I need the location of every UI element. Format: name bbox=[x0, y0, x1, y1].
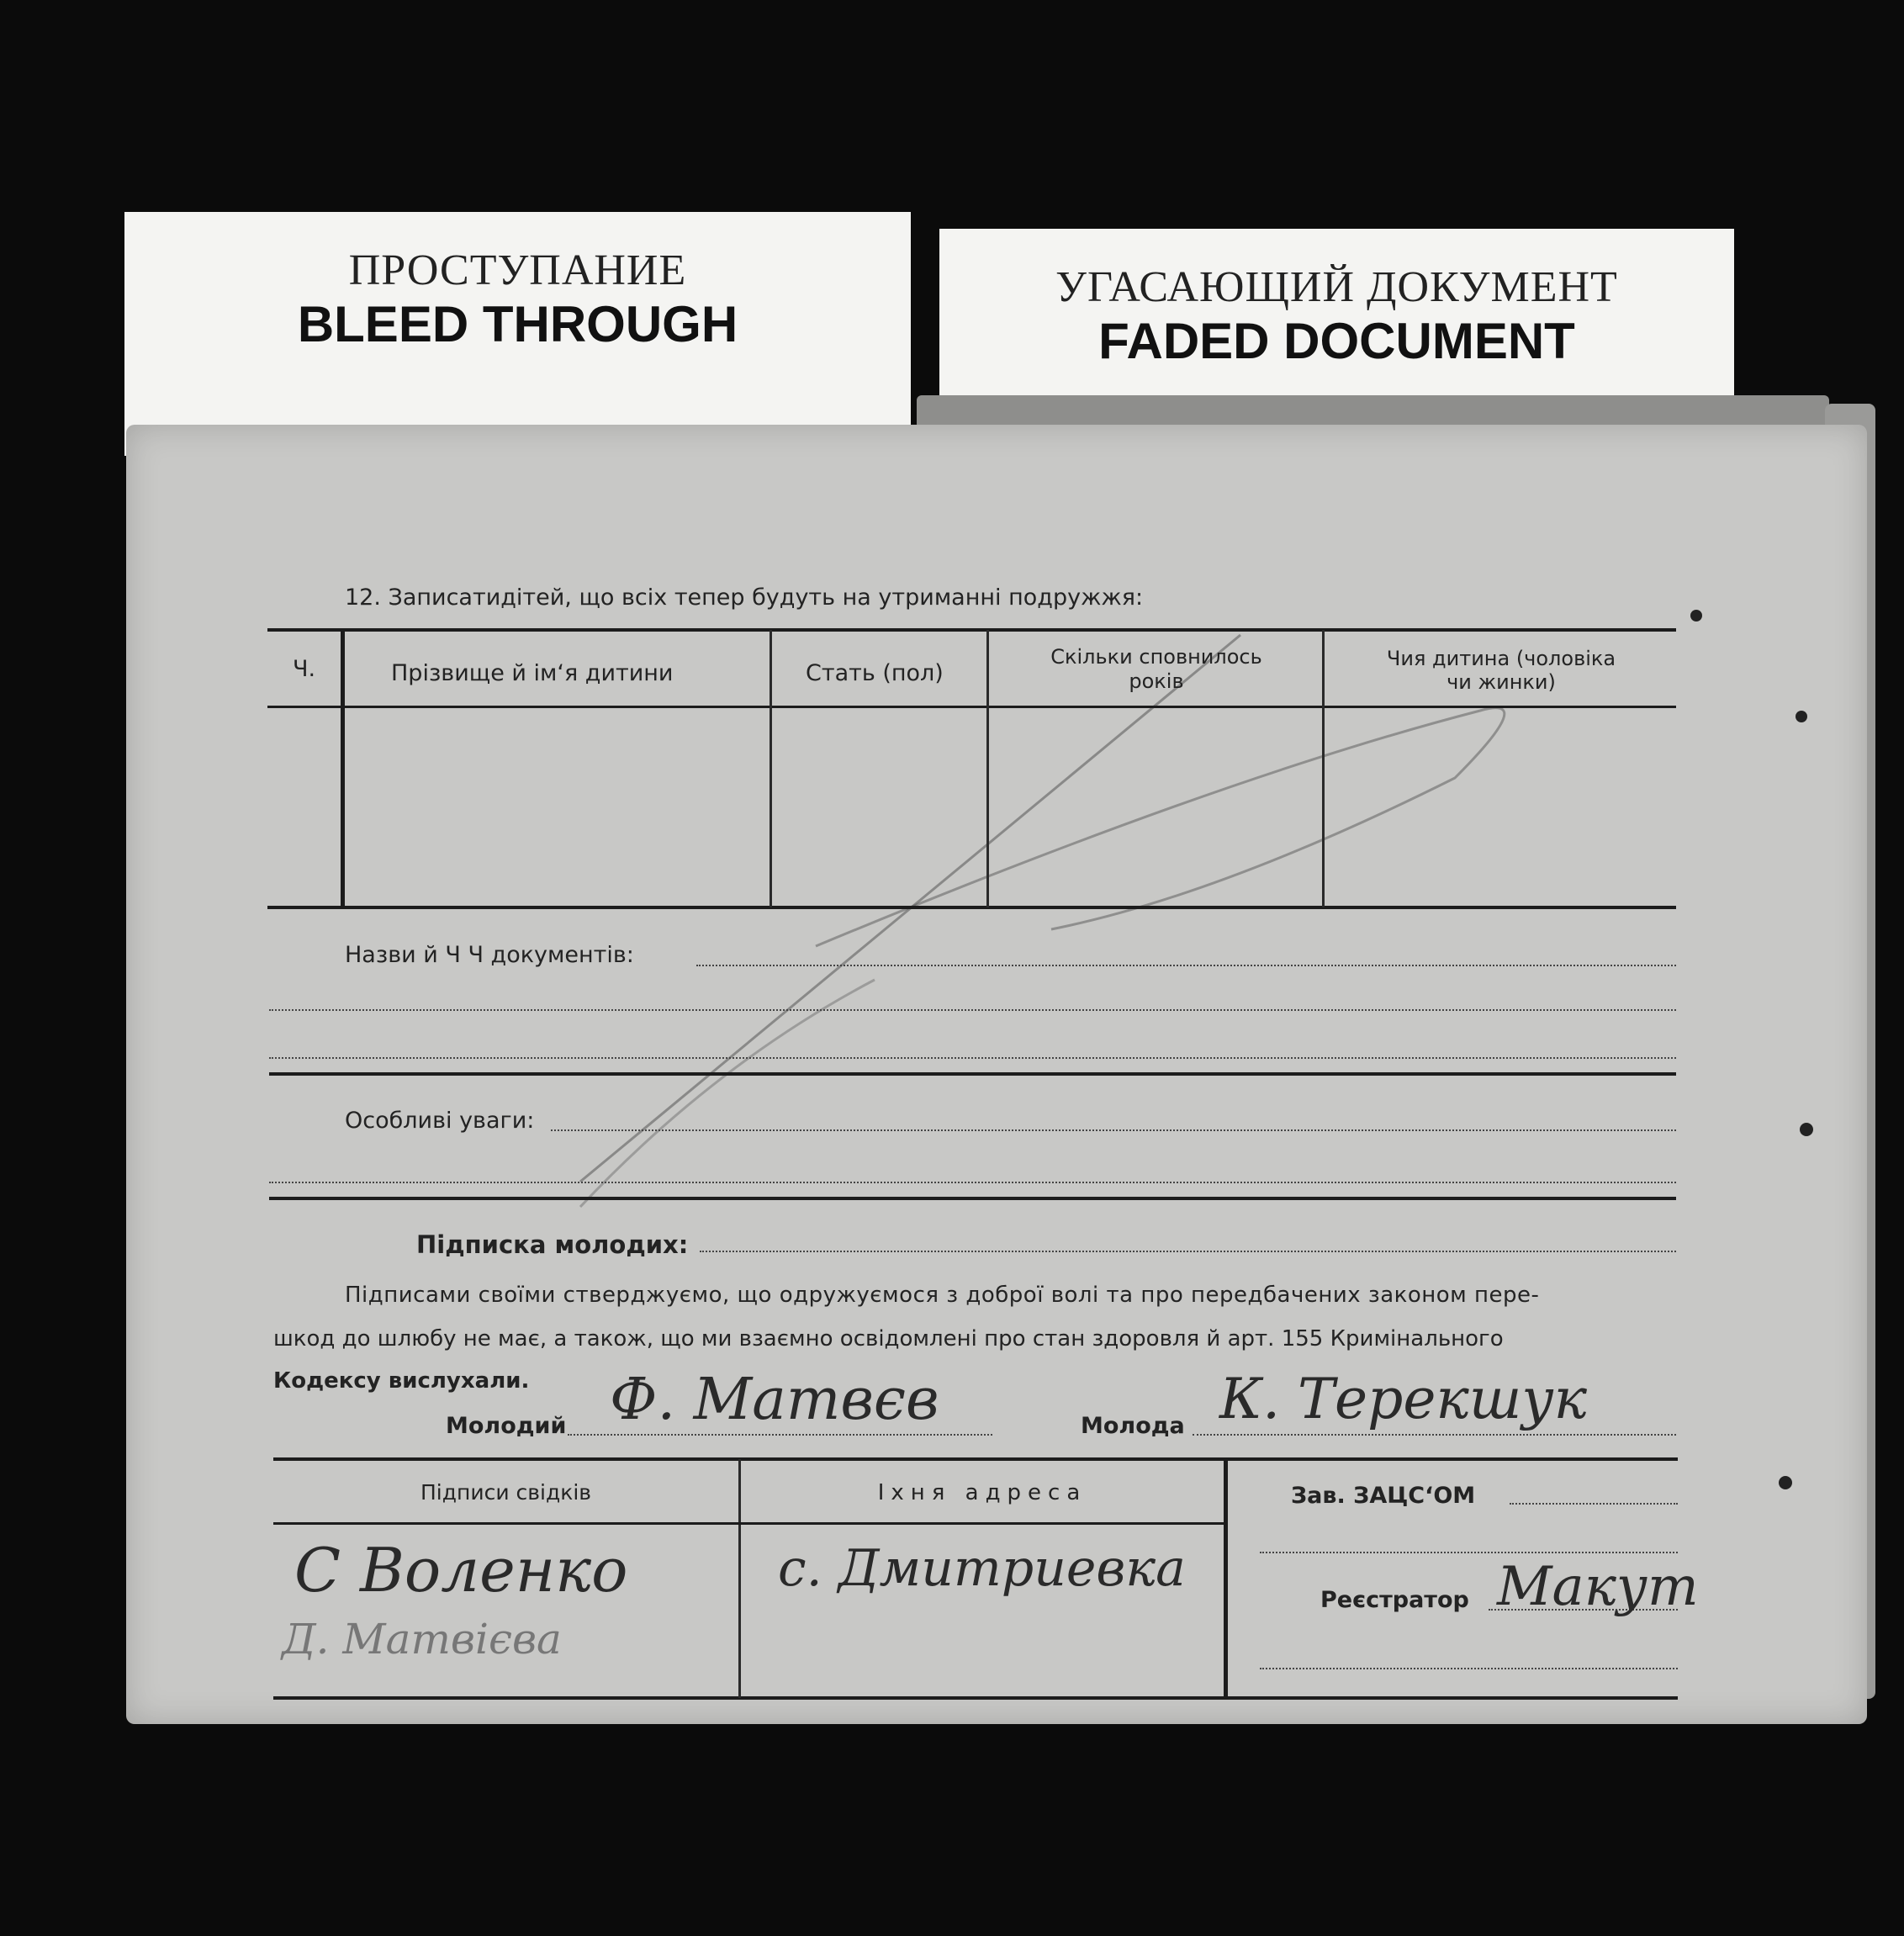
bleed-through-label bbox=[124, 212, 911, 456]
address-handwritten: с. Дмитриевка bbox=[778, 1539, 1186, 1598]
head-of-registry-label: Зав. ЗАЦС‘ОМ bbox=[1291, 1483, 1476, 1509]
bride-signature-line bbox=[1193, 1434, 1676, 1436]
pledge-line bbox=[700, 1251, 1676, 1252]
address-header: Іхня адреса bbox=[877, 1480, 1087, 1505]
witness-header-rule bbox=[273, 1522, 1224, 1525]
col-header-sex: Стать (пол) bbox=[806, 660, 944, 686]
faded-document-label-en: FADED DOCUMENT bbox=[1098, 313, 1575, 369]
head-signature-line-2 bbox=[1260, 1552, 1678, 1553]
table-col-divider-1 bbox=[341, 630, 345, 907]
binding-mark-2 bbox=[1796, 711, 1807, 722]
remarks-line-1 bbox=[551, 1129, 1676, 1131]
witness-2-signature: Д. Матвієва bbox=[282, 1615, 562, 1664]
groom-signature-line bbox=[568, 1434, 992, 1436]
documents-line-3 bbox=[269, 1057, 1676, 1059]
binding-mark-3 bbox=[1800, 1123, 1813, 1136]
witness-1-signature: С Воленко bbox=[294, 1535, 628, 1605]
col-header-whose-2: чи жинки) bbox=[1447, 670, 1556, 694]
marriage-record-sheet bbox=[126, 425, 1867, 1724]
binding-mark-1 bbox=[1690, 610, 1702, 622]
remarks-label: Особливі уваги: bbox=[345, 1108, 535, 1134]
documents-line-2 bbox=[269, 1009, 1676, 1011]
col-header-num: Ч. bbox=[293, 656, 316, 682]
cancel-stroke-3 bbox=[580, 980, 875, 1207]
section-12-title: 12. Записатидітей, що всіх тепер будуть на утриманні подружжя: bbox=[345, 585, 1144, 611]
bride-label: Молода bbox=[1081, 1413, 1185, 1439]
witness-col-divider-1 bbox=[738, 1459, 741, 1698]
remarks-bottom-rule bbox=[269, 1197, 1676, 1200]
col-header-age-2: років bbox=[1129, 669, 1184, 693]
declaration-line-1: Підписами своїми стверджуємо, що одружуємося з доброї волі та про передбачених законом пере- bbox=[345, 1283, 1540, 1308]
documents-line-1 bbox=[696, 965, 1676, 966]
witness-table-top-rule bbox=[273, 1457, 1678, 1461]
witness-col-divider-2 bbox=[1224, 1459, 1228, 1698]
bleed-through-label-ru: ПРОСТУПАНИЕ bbox=[348, 246, 687, 294]
col-header-whose-1: Чия дитина (чоловіка bbox=[1386, 647, 1616, 670]
binding-mark-4 bbox=[1779, 1476, 1792, 1489]
registrar-signature: Макут bbox=[1497, 1556, 1699, 1618]
registrar-label: Реєстратор bbox=[1320, 1587, 1469, 1613]
table-bottom-rule bbox=[267, 906, 1676, 909]
col-header-age-1: Скільки сповнилось bbox=[1050, 645, 1262, 669]
declaration-line-2: шкод до шлюбу не має, а також, що ми взаємно освідомлені про стан здоровля й арт. 155 Кримінального bbox=[273, 1326, 1504, 1351]
bleed-through-label-en: BLEED THROUGH bbox=[297, 296, 738, 352]
signature-pledge-title: Підписка молодих: bbox=[416, 1230, 689, 1259]
col-header-name: Прізвище й ім‘я дитини bbox=[391, 660, 674, 686]
witnesses-header: Підписи свідків bbox=[420, 1480, 592, 1505]
documents-label: Назви й Ч Ч документів: bbox=[345, 942, 634, 968]
table-col-divider-3 bbox=[986, 630, 989, 907]
cancel-stroke-2 bbox=[816, 708, 1505, 946]
faded-document-label-ru: УГАСАЮЩИЙ ДОКУМЕНТ bbox=[1055, 263, 1618, 311]
groom-label: Молодий bbox=[446, 1413, 567, 1439]
documents-bottom-rule bbox=[269, 1072, 1676, 1076]
head-signature-line bbox=[1510, 1503, 1678, 1505]
page-stack-edge bbox=[917, 395, 1829, 429]
remarks-line-2 bbox=[269, 1182, 1676, 1183]
table-col-divider-2 bbox=[770, 630, 772, 907]
groom-signature: Ф. Матвєв bbox=[610, 1367, 939, 1433]
declaration-line-3: Кодексу вислухали. bbox=[273, 1368, 530, 1394]
bride-signature: К. Терекшук bbox=[1219, 1367, 1588, 1431]
registrar-signature-line-2 bbox=[1260, 1668, 1678, 1669]
table-col-divider-4 bbox=[1322, 630, 1325, 907]
table-header-rule bbox=[267, 706, 1676, 708]
table-top-rule bbox=[267, 628, 1676, 632]
witness-table-bottom-rule bbox=[273, 1696, 1678, 1700]
